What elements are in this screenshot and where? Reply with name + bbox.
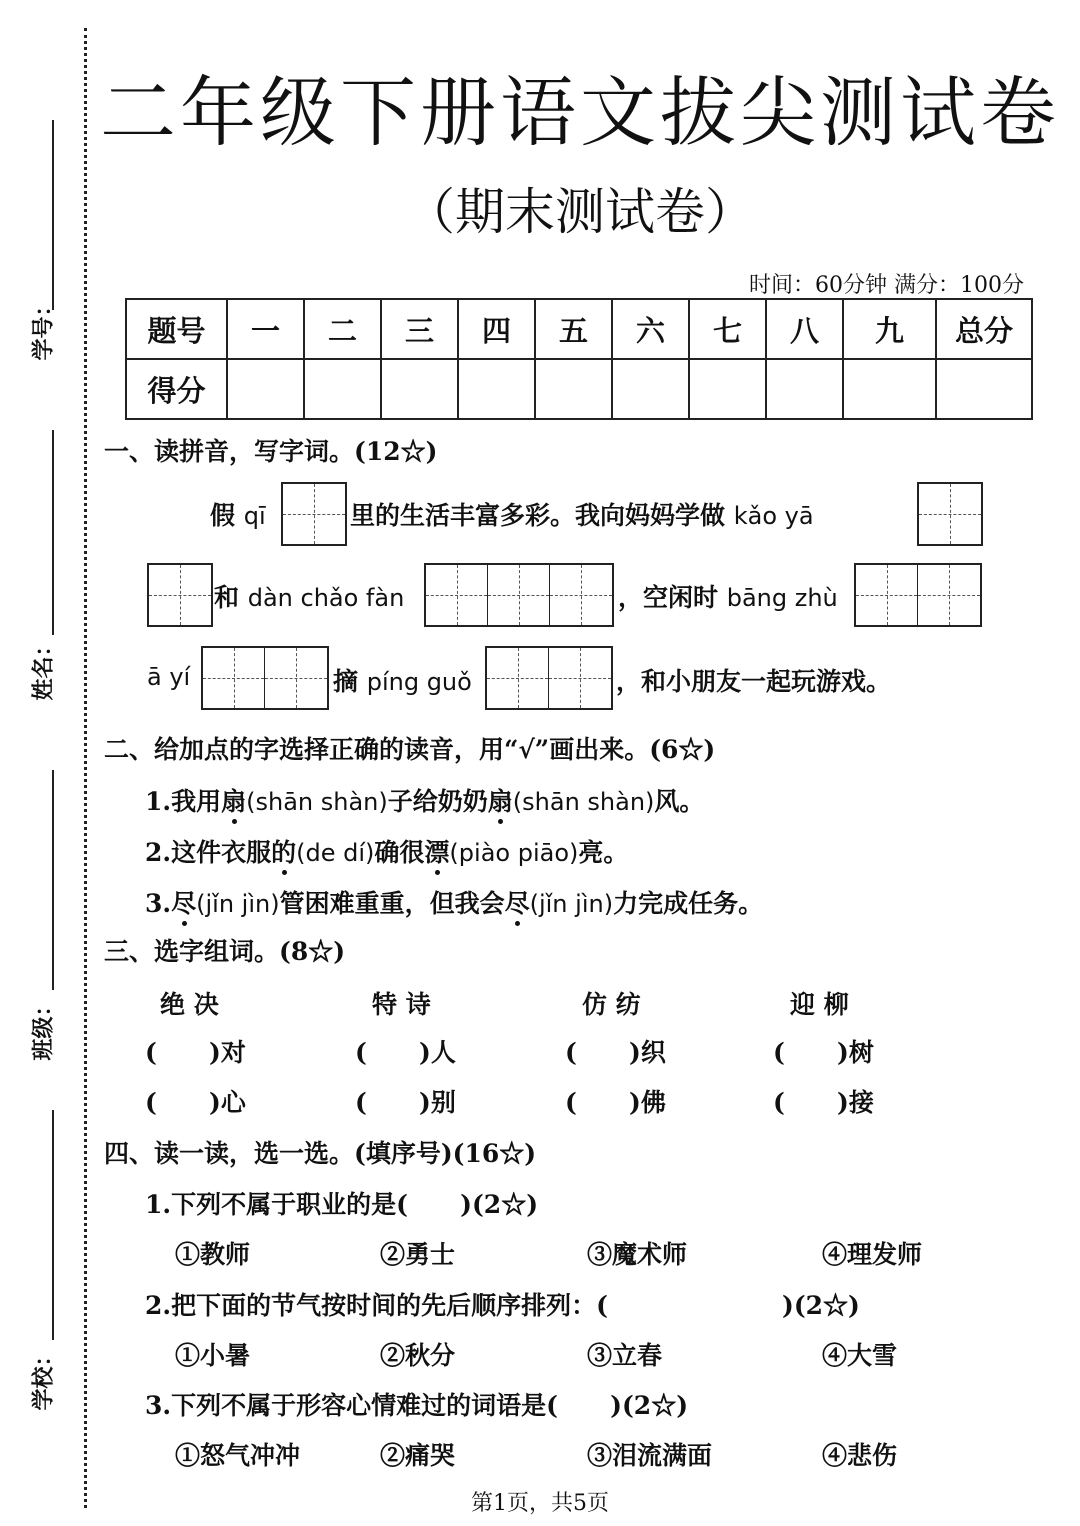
dotted-char: 的 xyxy=(271,838,297,867)
s2-question-2: 2.这件衣服的(de dí)确很漂(piào piāo)亮。 xyxy=(145,838,629,867)
s4-option: ④理发师 xyxy=(822,1240,923,1269)
pinyin-danchaofan: dàn chǎo fàn xyxy=(247,584,405,612)
s3-word-blank[interactable]: ( )对 xyxy=(145,1038,246,1067)
answer-grid[interactable] xyxy=(147,563,213,627)
dotted-char: 漂 xyxy=(424,838,450,867)
s3-word-blank[interactable]: ( )别 xyxy=(355,1088,456,1117)
answer-grid[interactable] xyxy=(917,482,983,546)
class-label: 班级： xyxy=(30,994,57,1061)
section1-title: 一、读拼音，写字词。(12☆) xyxy=(104,437,438,466)
s1-line3-pinyin: ā yí xyxy=(147,663,191,691)
pinyin-pingguo: píng guǒ xyxy=(366,668,472,696)
s3-chars: 仿 纺 xyxy=(582,990,641,1019)
score-col: 三 xyxy=(381,299,458,359)
pinyin-options[interactable]: (shān shàn) xyxy=(246,788,388,816)
pinyin-kaoya: kǎo yā xyxy=(733,502,814,530)
s4-option: ①怒气冲冲 xyxy=(175,1441,301,1470)
answer-grid[interactable] xyxy=(854,563,982,627)
s1-line1-text-b: 里的生活丰富多彩。我向妈妈学做 kǎo yā xyxy=(350,501,814,530)
s3-chars: 特 诗 xyxy=(372,990,431,1019)
dotted-char: 尽 xyxy=(504,889,530,918)
s4-option: ③立春 xyxy=(587,1341,663,1370)
answer-grid[interactable] xyxy=(201,646,329,710)
score-col: 六 xyxy=(612,299,689,359)
score-col: 一 xyxy=(227,299,304,359)
answer-grid[interactable] xyxy=(424,563,614,627)
s4-option: ①小暑 xyxy=(175,1341,251,1370)
score-cell[interactable] xyxy=(766,359,843,419)
pinyin-options[interactable]: (jǐn jìn) xyxy=(196,890,280,918)
answer-grid[interactable] xyxy=(281,482,347,546)
s1-line3-text-a: 摘 píng guǒ xyxy=(333,667,472,696)
score-col: 五 xyxy=(535,299,612,359)
section4-title: 四、读一读，选一选。(填序号)(16☆) xyxy=(104,1139,537,1168)
s3-chars: 迎 柳 xyxy=(790,990,849,1019)
score-cell[interactable] xyxy=(612,359,689,419)
score-table-score-row xyxy=(126,359,1032,419)
dotted-char: 尽 xyxy=(171,889,197,918)
s3-word-blank[interactable]: ( )心 xyxy=(145,1088,246,1117)
s4-question-1[interactable]: 1.下列不属于职业的是( )(2☆) xyxy=(145,1190,539,1219)
pinyin-qi: qī xyxy=(243,502,266,530)
s3-chars: 绝 决 xyxy=(160,990,219,1019)
score-cell[interactable] xyxy=(458,359,535,419)
class-line xyxy=(52,770,54,990)
s1-line3-text-b: ，和小朋友一起玩游戏。 xyxy=(616,667,892,696)
score-col-total: 总分 xyxy=(936,299,1032,359)
s3-word-blank[interactable]: ( )佛 xyxy=(565,1088,666,1117)
time-info: 时间：60分钟 满分：100分 xyxy=(749,273,1024,298)
score-cell[interactable] xyxy=(689,359,766,419)
pinyin-options[interactable]: (piào piāo) xyxy=(449,839,579,867)
school-label: 学校： xyxy=(30,1344,57,1411)
score-table xyxy=(125,298,1033,420)
score-col: 九 xyxy=(843,299,936,359)
s4-option: ②勇士 xyxy=(380,1240,456,1269)
s4-option: ①教师 xyxy=(175,1240,251,1269)
score-cell[interactable] xyxy=(227,359,304,419)
s3-word-blank[interactable]: ( )树 xyxy=(773,1038,874,1067)
dotted-char: 扇 xyxy=(221,787,247,816)
binding-dashed-line xyxy=(84,28,87,1508)
section3-title: 三、选字组词。(8☆) xyxy=(104,937,346,966)
page-footer: 第1页，共5页 xyxy=(471,1491,609,1516)
score-col: 八 xyxy=(766,299,843,359)
s1-line2-text-b: ，空闲时 bāng zhù xyxy=(618,583,838,612)
score-col: 二 xyxy=(304,299,381,359)
s2-question-3: 3.尽(jǐn jìn)管困难重重，但我会尽(jǐn jìn)力完成任务。 xyxy=(145,889,764,918)
s2-question-1: 1.我用扇(shān shàn)子给奶奶扇(shān shàn)风。 xyxy=(145,787,705,816)
page-subtitle: （期末测试卷） xyxy=(405,183,755,241)
school-line xyxy=(52,1110,54,1340)
dotted-char: 扇 xyxy=(487,787,513,816)
score-col: 四 xyxy=(458,299,535,359)
s3-word-blank[interactable]: ( )织 xyxy=(565,1038,666,1067)
s4-option: ④大雪 xyxy=(822,1341,898,1370)
pinyin-options[interactable]: (shān shàn) xyxy=(512,788,655,816)
page-title: 二年级下册语文拔尖测试卷 xyxy=(100,68,1060,157)
s1-line2-text-a: 和 dàn chǎo fàn xyxy=(214,583,405,612)
s4-option: ④悲伤 xyxy=(822,1441,898,1470)
score-cell[interactable] xyxy=(843,359,936,419)
score-cell[interactable] xyxy=(304,359,381,419)
score-table-header-row xyxy=(126,299,1032,359)
pinyin-bangzhu: bāng zhù xyxy=(726,584,838,612)
s4-question-2[interactable]: 2.把下面的节气按时间的先后顺序排列：( )(2☆) xyxy=(145,1291,860,1320)
score-col: 七 xyxy=(689,299,766,359)
name-line xyxy=(52,430,54,635)
s4-option: ③魔术师 xyxy=(587,1240,688,1269)
section2-title: 二、给加点的字选择正确的读音，用“√”画出来。(6☆) xyxy=(104,735,716,764)
s4-option: ②秋分 xyxy=(380,1341,456,1370)
s4-question-3[interactable]: 3.下列不属于形容心情难过的词语是( )(2☆) xyxy=(145,1391,689,1420)
name-label: 姓名： xyxy=(30,634,57,701)
pinyin-options[interactable]: (de dí) xyxy=(296,839,375,867)
s4-option: ③泪流满面 xyxy=(587,1441,713,1470)
score-row-label: 得分 xyxy=(126,359,227,419)
score-table-header-label: 题号 xyxy=(126,299,227,359)
student-no-label: 学号： xyxy=(30,294,57,361)
student-no-line xyxy=(52,120,54,310)
score-cell[interactable] xyxy=(381,359,458,419)
s1-line1-text-a: 假 qī xyxy=(210,501,266,530)
pinyin-options[interactable]: (jǐn jìn) xyxy=(529,890,614,918)
answer-grid[interactable] xyxy=(485,646,613,710)
score-cell[interactable] xyxy=(535,359,612,419)
s4-option: ②痛哭 xyxy=(380,1441,456,1470)
s3-word-blank[interactable]: ( )接 xyxy=(773,1088,874,1117)
s3-word-blank[interactable]: ( )人 xyxy=(355,1038,456,1067)
score-cell[interactable] xyxy=(936,359,1032,419)
